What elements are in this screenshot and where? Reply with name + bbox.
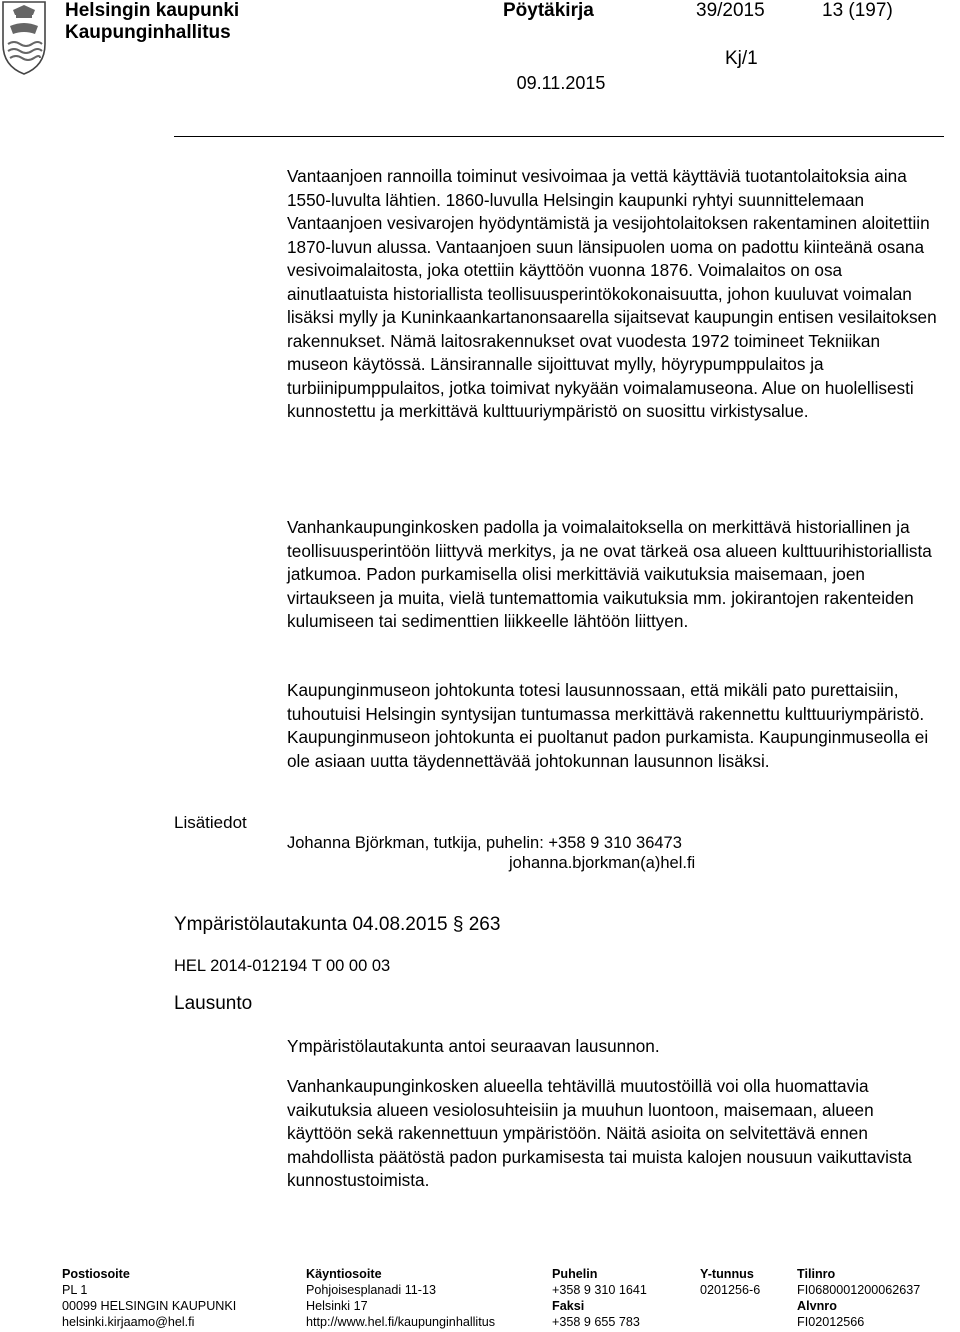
footer-account-label: Tilinro xyxy=(797,1267,836,1281)
city-name: Helsingin kaupunki xyxy=(65,0,240,21)
paragraph-museum: Kaupunginmuseon johtokunta totesi lausunnossaan, että mikäli pato purettaisiin, tuhoutuisi Helsingin syntysijan tuntumassa merkittävä rakennettu kulttuuriympäristö. Kaupunginmuseon johtokunta ei puoltanut padon purkamista. Kaupunginmuseolla ei ole asiaan uutta täydennettävää johtokunnan lausunnon lisäksi. xyxy=(287,680,929,771)
page-number: 13 (197) xyxy=(822,0,893,21)
footer-postal-label: Postiosoite xyxy=(62,1267,130,1281)
footer-web-link[interactable]: http://www.hel.fi/kaupunginhallitus xyxy=(306,1315,496,1329)
header-rule xyxy=(174,136,944,137)
footer-account xyxy=(797,1266,920,1330)
contact-email: johanna.bjorkman(a)hel.fi xyxy=(509,854,696,872)
footer-vat-label: Alvnro xyxy=(797,1299,837,1313)
case-id: HEL 2014-012194 T 00 00 03 xyxy=(174,957,391,975)
footer-business-id xyxy=(700,1266,760,1298)
lisatiedot-label: Lisätiedot xyxy=(174,813,247,832)
footer-fax-value: +358 9 655 783 xyxy=(552,1315,640,1329)
footer-postal-line: 00099 HELSINGIN KAUPUNKI xyxy=(62,1299,237,1313)
paragraph-significance: Vanhankaupunginkosken padolla ja voimalaitoksella on merkittävä historiallinen ja teollisuusperintöön liittyvä merkitys, ja ne ovat tärkeä osa alueen kulttuurihistoriallista jatkumoa. Padon purkamisella olisi merkittäviä vaikutuksia maisemaan, joen virtaukseen ja muita, vielä tuntemattomia vaikutuksia mm. jokirantojen rakenteiden kulumiseen tai sedimenttien liikkeelle lähtöön liittyen. xyxy=(287,517,932,631)
statement-text: Vanhankaupunginkosken alueella tehtävillä muutostöillä voi olla huomattavia vaikutuksia alueen vesiolosuhteisiin ja muuhun luontoon, maisemaan, alueen käyttöön sekä rakennettuun ympäristöön. Näitä asioita on selvitettävä ennen mahdollista päätöstä padon purkamisesta tai muista kalojen nousuun vaikuttavista kunnostustoimista. xyxy=(287,1076,912,1190)
section-code: Kj/1 xyxy=(725,48,758,69)
footer-email-link[interactable]: helsinki.kirjaamo@hel.fi xyxy=(62,1315,195,1329)
contact-line: Johanna Björkman, tutkija, puhelin: +358 9 310 36473 xyxy=(287,834,682,852)
lausunto-label: Lausunto xyxy=(174,993,253,1014)
footer-visit-line: Pohjoisesplanadi 11-13 xyxy=(306,1283,436,1297)
footer-phone-label: Puhelin xyxy=(552,1267,598,1281)
doc-type: Pöytäkirja xyxy=(503,0,594,21)
footer-vat-value: FI02012566 xyxy=(797,1315,865,1329)
footer-business-id-value: 0201256-6 xyxy=(700,1283,761,1297)
doc-number: 39/2015 xyxy=(696,0,765,21)
statement-intro: Ympäristölautakunta antoi seuraavan lausunnon. xyxy=(287,1036,660,1056)
footer-postal-line: PL 1 xyxy=(62,1283,88,1297)
footer-phone xyxy=(552,1266,647,1330)
footer-fax-label: Faksi xyxy=(552,1299,585,1313)
footer-phone-value: +358 9 310 1641 xyxy=(552,1283,647,1297)
board-name: Kaupunginhallitus xyxy=(65,22,231,43)
city-crest-icon xyxy=(0,0,48,76)
footer-visit xyxy=(306,1266,495,1330)
footer-visit-line: Helsinki 17 xyxy=(306,1299,368,1313)
footer-postal xyxy=(62,1266,236,1330)
footer-account-value: FI0680001200062637 xyxy=(797,1283,921,1297)
footer-visit-label: Käyntiosoite xyxy=(306,1267,382,1281)
doc-date: 09.11.2015 xyxy=(516,73,606,93)
footer-business-id-label: Y-tunnus xyxy=(700,1267,754,1281)
paragraph-history: Vantaanjoen rannoilla toiminut vesivoimaa ja vettä käyttäviä tuotantolaitoksia aina 1550-luvulta lähtien. 1860-luvulla Helsingin kaupunki ryhtyi suunnittelemaan Vantaanjoen vesivarojen hyödyntämistä ja vesijohtolaitoksen rakentaminen aloitettiin 1870-luvun alussa. Vantaanjoen suun länsipuolen uoma on padottu kiinteänä osana vesivoimalaitosta, joka otettiin käyttöön vuonna 1876. Voimalaitos on osa ainutlaatuista historiallista teollisuusperintökokonaisuutta, johon kuuluvat voimalan lisäksi mylly ja Kuninkaankartanonsaarella sijaitsevat kaupungin entisen vesilaitoksen rakennukset. Nämä laitosrakennukset ovat vuodesta 1972 toimineet Tekniikan museon käytössä. Länsirannalle sijoittuvat mylly, höyrypumppulaitos ja turbiinipumppulaitos, jotka toimivat nykyään voimalamuseona. Alue on huolellisesti kunnostettu ja merkittävä kulttuuriympäristö on suosittu virkistysalue. xyxy=(287,166,937,421)
section-heading: Ympäristölautakunta 04.08.2015 § 263 xyxy=(174,914,501,935)
